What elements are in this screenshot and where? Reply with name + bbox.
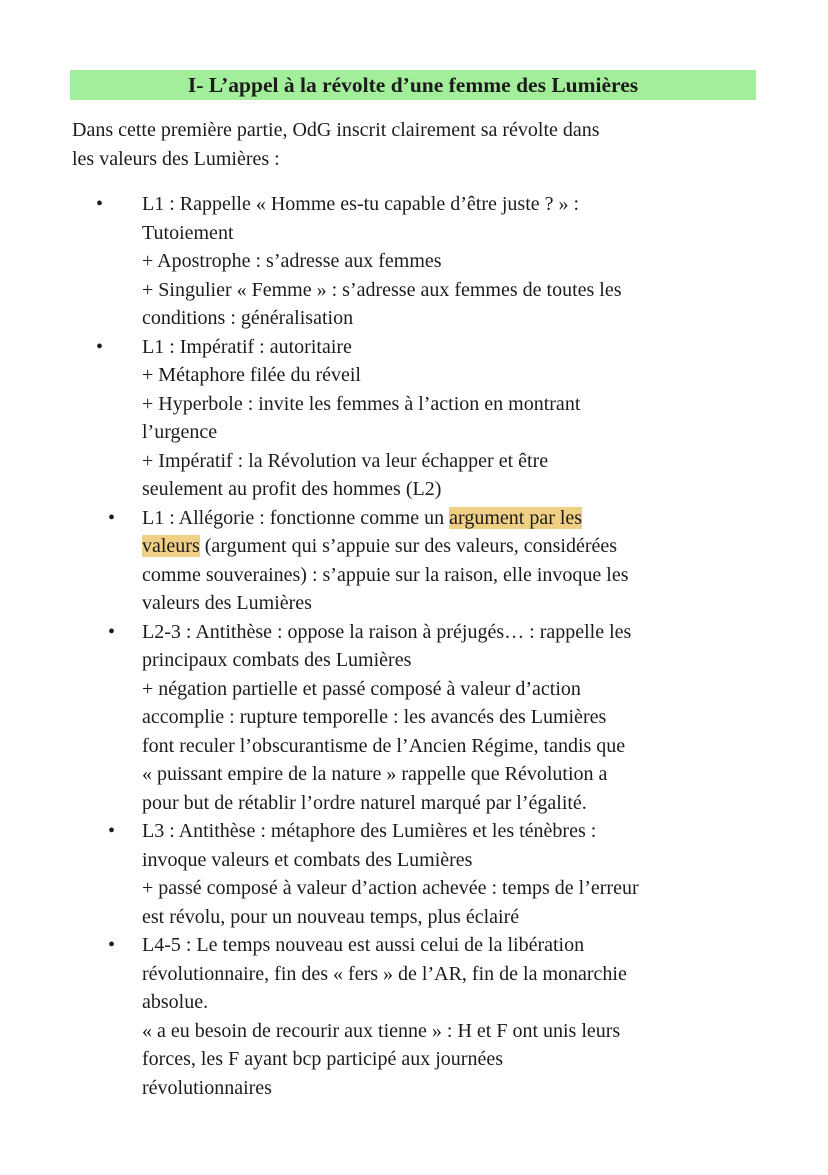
item-line: L1 : Rappelle « Homme es-tu capable d’être juste ? » : [142,193,580,215]
highlighted-text: valeurs [142,535,200,557]
item-line: + Singulier « Femme » : s’adresse aux femmes de toutes les [142,278,622,301]
item-line: + Métaphore filée du réveil [142,364,361,386]
item-line: valeurs des Lumières [142,592,312,614]
item-line [142,532,762,561]
item-line: L4-5 : Le temps nouveau est aussi celui de la libération [142,934,585,956]
item-line: + négation partielle et passé composé à valeur d’action [142,677,581,700]
item-line: révolutionnaires [142,1076,272,1099]
list-item [0,817,762,931]
list-item [0,190,762,333]
item-line: + passé composé à valeur d’action achevée : temps de l’erreur [142,877,639,899]
bullet-icon: • [108,934,116,956]
list-item [0,333,762,504]
item-line [142,504,762,533]
item-line: + Apostrophe : s’adresse aux femmes [142,250,442,272]
item-line: absolue. [142,991,209,1013]
bullet-icon: • [108,620,116,643]
intro-paragraph [72,116,762,173]
bullet-icon: • [108,820,116,842]
item-line: L2-3 : Antithèse : oppose la raison à préjugés… : rappelle les [142,620,632,643]
section-heading: I- L’appel à la révolte d’une femme des Lumières [70,70,756,100]
highlighted-text: argument par les [449,506,583,529]
item-line: + Impératif : la Révolution va leur échapper et être [142,449,549,472]
item-line: L1 : Impératif : autoritaire [142,335,352,358]
bullet-icon: • [96,193,104,215]
item-line: font reculer l’obscurantisme de l’Ancien Régime, tandis que [142,734,626,757]
item-line: Tutoiement [142,221,234,244]
item-line: « a eu besoin de recourir aux tienne » : H et F ont unis leurs [142,1019,621,1042]
item-line: « puissant empire de la nature » rappelle que Révolution a [142,763,608,785]
bullet-icon: • [108,506,116,529]
item-line: principaux combats des Lumières [142,649,412,671]
item-text: L1 : Allégorie : fonctionne comme un [142,506,450,529]
list-item [0,618,762,818]
item-line: accomplie : rupture temporelle : les avancés des Lumières [142,706,607,728]
item-line: révolutionnaire, fin des « fers » de l’AR, fin de la monarchie [142,962,627,985]
item-line: invoque valeurs et combats des Lumières [142,848,473,871]
item-line: + Hyperbole : invite les femmes à l’action en montrant [142,392,581,415]
item-line: l’urgence [142,421,218,443]
item-line: seulement au profit des hommes (L2) [142,478,442,500]
item-line: forces, les F ayant bcp participé aux journées [142,1048,503,1070]
list-item [0,504,762,618]
item-line: conditions : généralisation [142,307,354,329]
item-text: (argument qui s’appuie sur des valeurs, considérées [199,535,618,557]
item-line: L3 : Antithèse : métaphore des Lumières et les ténèbres : [142,820,597,842]
analysis-list [0,190,828,1102]
list-item [0,931,762,1102]
item-line: pour but de rétablir l’ordre naturel marqué par l’égalité. [142,791,587,814]
item-line: comme souveraines) : s’appuie sur la raison, elle invoque les [142,563,629,586]
bullet-icon: • [96,335,104,358]
intro-line: les valeurs des Lumières : [72,147,280,170]
item-line: est révolu, pour un nouveau temps, plus éclairé [142,905,520,928]
intro-line: Dans cette première partie, OdG inscrit clairement sa révolte dans [72,119,600,141]
